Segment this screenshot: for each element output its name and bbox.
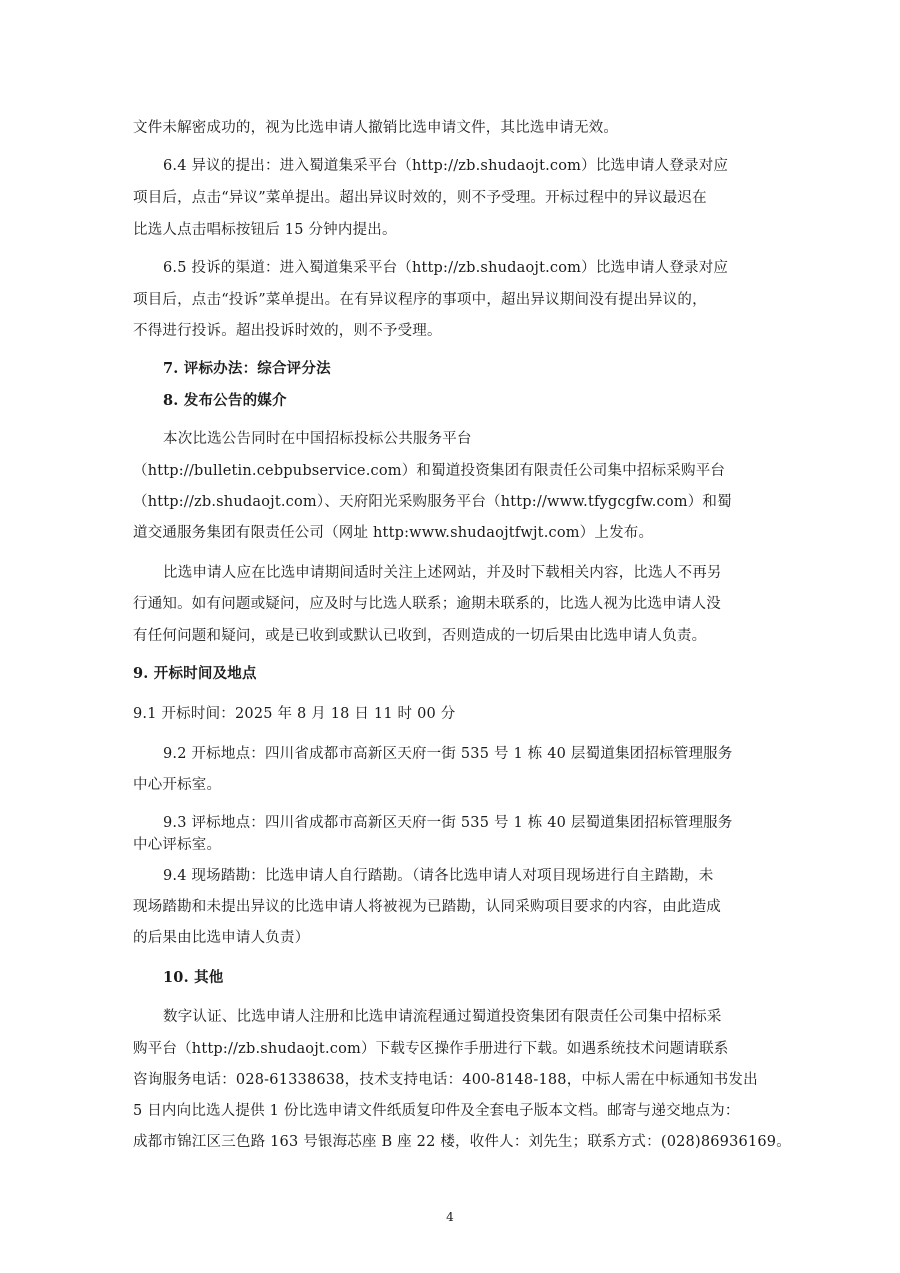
page-number: 4 — [446, 1210, 454, 1224]
text-line: 现场踏勘和未提出异议的比选申请人将被视为已踏勘，认同采购项目要求的内容，由此造成 — [133, 899, 721, 915]
text-line: 项目后，点击“异议”菜单提出。超出异议时效的，则不予受理。开标过程中的异议最迟在 — [133, 190, 707, 206]
text-line: 本次比选公告同时在中国招标投标公共服务平台 — [163, 431, 472, 447]
clause-9-3: 9.3 评标地点：四川省成都市高新区天府一街 535 号 1 栋 40 层蜀道集团招标管理服务 — [163, 815, 733, 831]
text-line: 5 日内向比选人提供 1 份比选申请文件纸质复印件及全套电子版本文档。邮寄与递交地点为： — [133, 1103, 740, 1119]
text-line: （http://bulletin.cebpubservice.com）和蜀道投资集团有限责任公司集中招标采购平台 — [133, 463, 726, 479]
clause-6-5: 6.5 投诉的渠道：进入蜀道集采平台（http://zb.shudaojt.com）比选申请人登录对应 — [163, 260, 729, 276]
text-line: 咨询服务电话：028-61338638，技术支持电话：400-8148-188，中标人需在中标通知书发出 — [133, 1072, 758, 1088]
text-line: 不得进行投诉。超出投诉时效的，则不予受理。 — [133, 323, 442, 339]
text-line: 行通知。如有问题或疑问，应及时与比选人联系；逾期未联系的，比选人视为比选申请人没 — [133, 596, 721, 612]
text-line: 成都市锦江区三色路 163 号银海芯座 B 座 22 楼，收件人：刘先生；联系方式：(028)86936169。 — [133, 1134, 791, 1150]
section-9-heading: 9. 开标时间及地点 — [133, 665, 257, 682]
text-line: 项目后，点击“投诉”菜单提出。在有异议程序的事项中，超出异议期间没有提出异议的， — [133, 292, 707, 308]
text-line: 有任何问题和疑问，或是已收到或默认已收到，否则造成的一切后果由比选申请人负责。 — [133, 628, 707, 644]
text-line: 道交通服务集团有限责任公司（网址 http:www.shudaojtfwjt.com）上发布。 — [133, 525, 654, 541]
text-line: 数字认证、比选申请人注册和比选申请流程通过蜀道投资集团有限责任公司集中招标采 — [163, 1009, 722, 1025]
section-7-heading: 7. 评标办法：综合评分法 — [163, 360, 331, 377]
clause-9-2: 9.2 开标地点：四川省成都市高新区天府一街 535 号 1 栋 40 层蜀道集团招标管理服务 — [163, 746, 733, 762]
text-line: 比选申请人应在比选申请期间适时关注上述网站，并及时下载相关内容，比选人不再另 — [163, 565, 722, 581]
clause-9-1: 9.1 开标时间：2025 年 8 月 18 日 11 时 00 分 — [133, 706, 456, 722]
text-line: 中心开标室。 — [133, 777, 222, 793]
text-line: 比选人点击唱标按钮后 15 分钟内提出。 — [133, 222, 397, 238]
section-8-heading: 8. 发布公告的媒介 — [163, 392, 287, 409]
clause-9-4: 9.4 现场踏勘：比选申请人自行踏勘。（请各比选申请人对项目现场进行自主踏勘，未 — [163, 868, 714, 884]
text-line: 的后果由比选申请人负责） — [133, 930, 310, 946]
text-line: （http://zb.shudaojt.com）、天府阳光采购服务平台（http://www.tfygcgfw.com）和蜀 — [133, 494, 732, 510]
section-10-heading: 10. 其他 — [163, 969, 224, 986]
clause-6-4: 6.4 异议的提出：进入蜀道集采平台（http://zb.shudaojt.com）比选申请人登录对应 — [163, 158, 729, 174]
text-line: 购平台（http://zb.shudaojt.com）下载专区操作手册进行下载。如遇系统技术问题请联系 — [133, 1041, 729, 1057]
text-line: 中心评标室。 — [133, 837, 222, 853]
text-line: 文件未解密成功的，视为比选申请人撤销比选申请文件，其比选申请无效。 — [133, 120, 619, 136]
